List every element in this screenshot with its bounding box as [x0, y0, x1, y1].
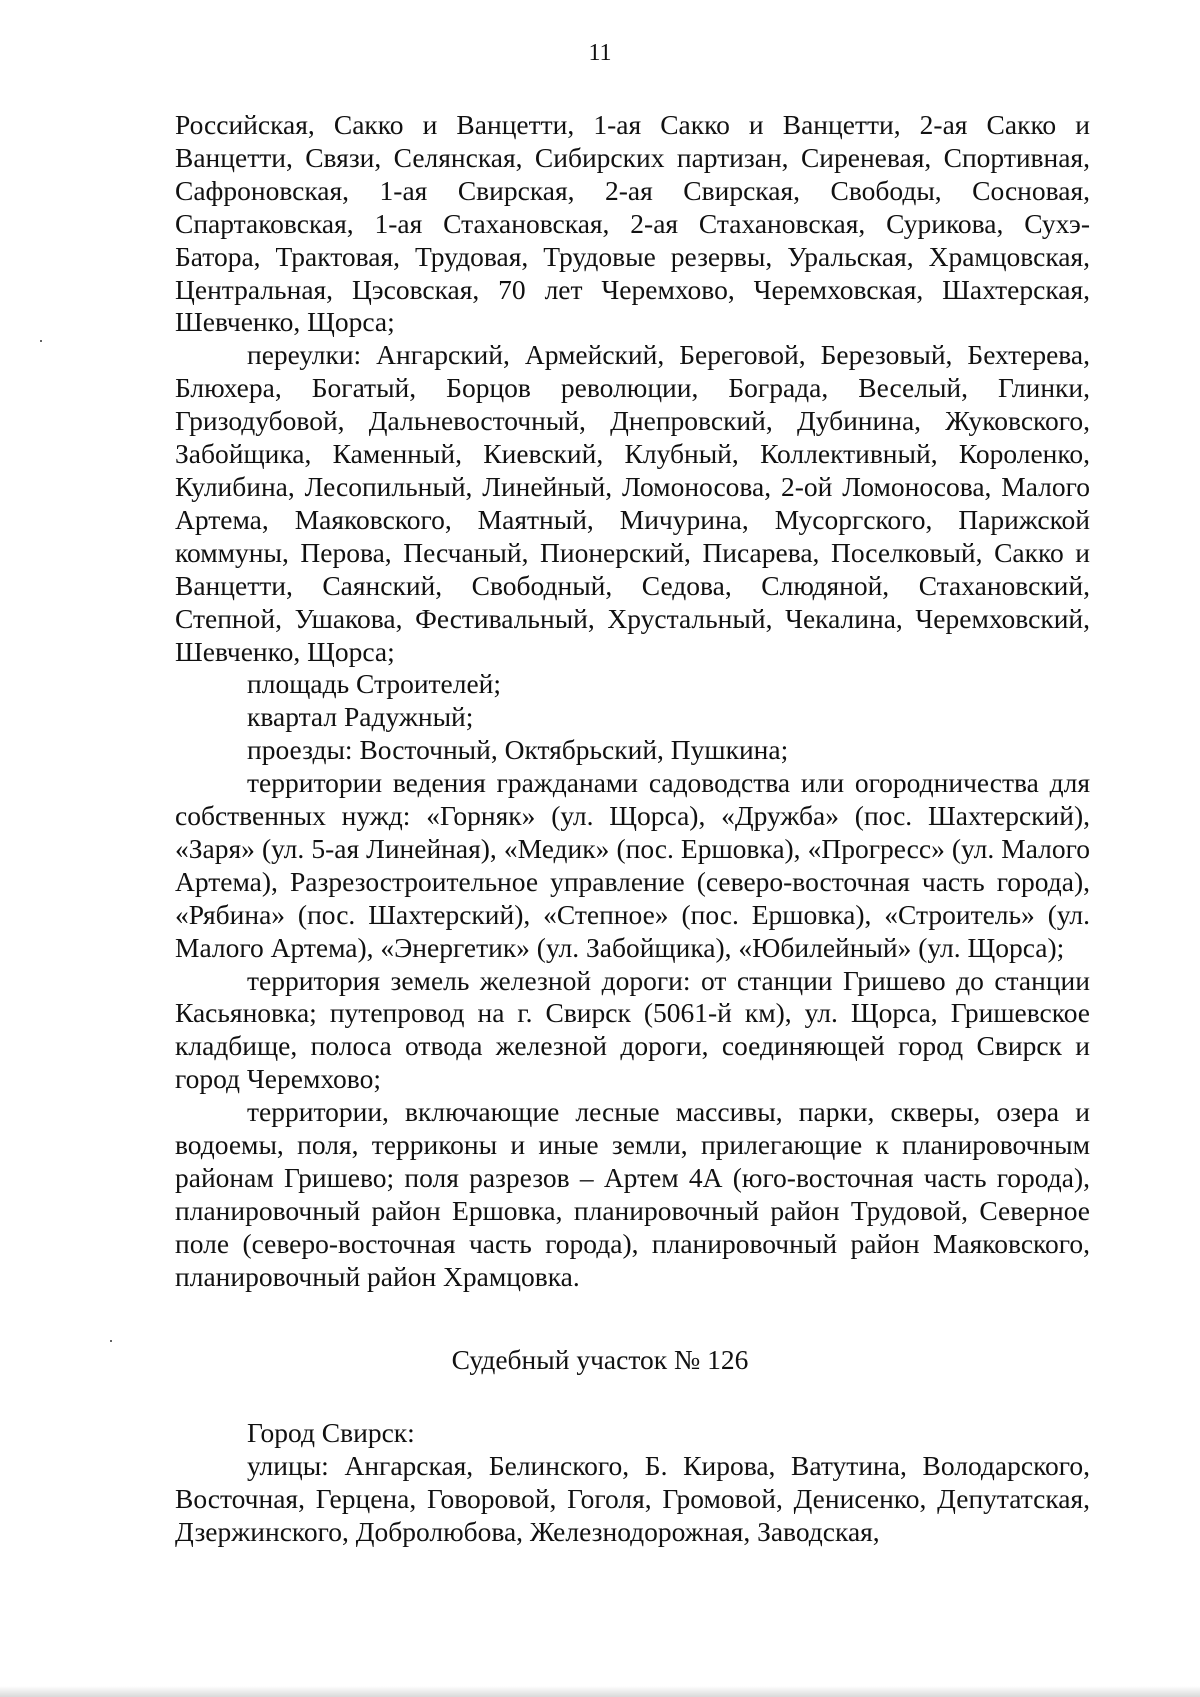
paragraph-quarter: квартал Радужный;: [247, 701, 474, 733]
paragraph-other-territories: территории, включающие лесные массивы, парки, скверы, озера и водоемы, поля, терриконы и иные земли, прилегающие к планировочным районам Гришево; поля разрезов – Артем 4А (юго-восточная часть города), планировочный район Ершовка, планировочный район Трудовой, Северное поле (северо-восточная часть города), планировочный район Маяковского, планировочный район Храмцовка.: [175, 1096, 1090, 1292]
paragraph-lanes: переулки: Ангарский, Армейский, Береговой, Березовый, Бехтерева, Блюхера, Богатый, Борцов революции, Бограда, Веселый, Глинки, Гризодубовой, Дальневосточный, Днепровский, Дубинина, Жуковского, Забойщика, Каменный, Киевский, Клубный, Коллективный, Короленко, Кулибина, Лесопильный, Линейный, Ломоносова, 2-ой Ломоносова, Малого Артема, Маяковского, Маятный, Мичурина, Мусоргского, Парижской коммуны, Перова, Песчаный, Пионерский, Писарева, Поселковый, Сакко и Ванцетти, Саянский, Свободный, Седова, Слюдяной, Стахановский, Степной, Ушакова, Фестивальный, Хрустальный, Чекалина, Черемховский, Шевченко, Щорса;: [175, 339, 1090, 667]
paragraph-streets-continued: Российская, Сакко и Ванцетти, 1-ая Сакко и Ванцетти, 2-ая Сакко и Ванцетти, Связи, Селянская, Сибирских партизан, Сиреневая, Спортивная, Сафроновская, 1-ая Свирская, 2-ая Свирская, Свободы, Сосновая, Спартаковская, 1-ая Стахановская, 2-ая Стахановская, Сурикова, Сухэ-Батора, Трактовая, Трудовая, Трудовые резервы, Уральская, Храмцовская, Центральная, Цэсовская, 70 лет Черемхово, Черемховская, Шахтерская, Шевченко, Щорса;: [175, 109, 1090, 338]
page-number: 11: [588, 40, 612, 66]
scan-speck: [110, 1340, 112, 1342]
scan-bottom-edge: [0, 1686, 1200, 1697]
section-heading: Судебный участок № 126: [451, 1344, 749, 1375]
scan-speck: [40, 340, 42, 342]
paragraph-garden-territories: территории ведения гражданами садоводства или огородничества для собственных нужд: «Горняк» (ул. Щорса), «Дружба» (пос. Шахтерский), «Заря» (ул. 5-ая Линейная), «Медик» (пос. Ершовка), «Прогресс» (ул. Малого Артема), Разрезостроительное управление (северо-восточная часть города), «Рябина» (пос. Шахтерский), «Степное» (пос. Ершовка), «Строитель» (ул. Малого Артема), «Энергетик» (ул. Забойщика), «Юбилейный» (ул. Щорса);: [175, 767, 1090, 963]
section-text: [175, 1417, 1090, 1549]
paragraph-railway-territory: территория земель железной дороги: от станции Гришево до станции Касьяновка; путепровод на г. Свирск (5061-й км), ул. Щорса, Гришевское кладбище, полоса отвода железной дороги, соединяющей город Свирск и город Черемхово;: [175, 964, 1090, 1095]
city-label: Город Свирск:: [247, 1417, 415, 1448]
main-text: [175, 109, 1090, 1294]
paragraph-city-streets: улицы: Ангарская, Белинского, Б. Кирова, Ватутина, Володарского, Восточная, Герцена, Говоровой, Гоголя, Громовой, Денисенко, Депутатская, Дзержинского, Добролюбова, Железнодорожная, Заводская,: [175, 1449, 1090, 1547]
paragraph-square: площадь Строителей;: [247, 668, 502, 700]
paragraph-passages: проезды: Восточный, Октябрьский, Пушкина;: [247, 734, 789, 766]
